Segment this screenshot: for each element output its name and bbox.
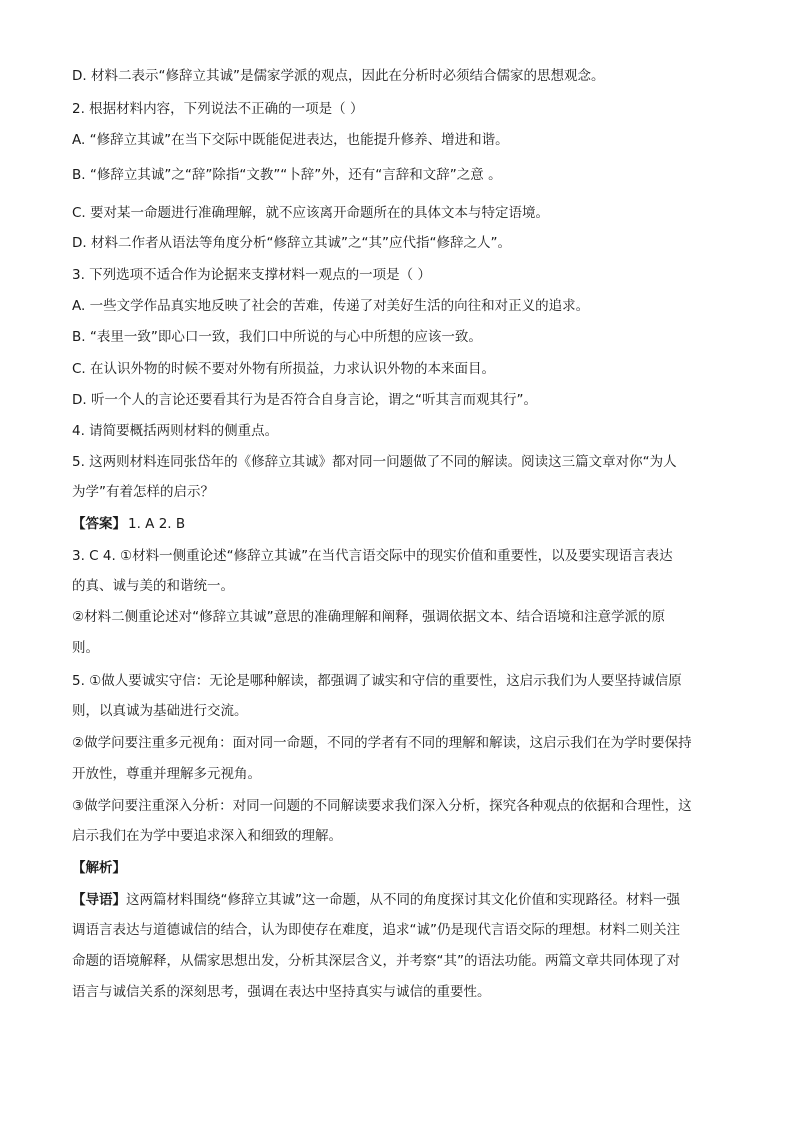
answer-line-4: 则。 — [72, 640, 99, 656]
option-b-question-2: B. “修辞立其诚”之“辞”除指“文教”“卜辞”外，还有“言辞和文辞”之意 。 — [72, 167, 502, 183]
answer-line-10: 启示我们在为学中要追求深入和细致的理解。 — [72, 828, 342, 844]
intro-line-2: 调语言表达与道德诚信的结合，认为即使存在难度，追求“诚”仍是现代言语交际的理想。材料二则关注 — [72, 922, 680, 938]
answer-line-8: 开放性，尊重并理解多元视角。 — [72, 766, 261, 782]
answer-line-7: ②做学问要注重多元视角：面对同一命题，不同的学者有不同的理解和解读，这启示我们在为学时要保持 — [72, 735, 692, 751]
option-d-question-1: D. 材料二表示“修辞立其诚”是儒家学派的观点，因此在分析时必须结合儒家的思想观念。 — [72, 68, 605, 84]
answer-line-6: 则，以真诚为基础进行交流。 — [72, 703, 248, 719]
question-2: 2. 根据材料内容，下列说法不正确的一项是（ ） — [72, 101, 364, 117]
option-c-question-2: C. 要对某一命题进行准确理解，就不应该离开命题所在的具体文本与特定语境。 — [72, 205, 550, 221]
option-a-question-2: A. “修辞立其诚”在当下交际中既能促进表达，也能提升修养、增进和谐。 — [72, 132, 509, 148]
intro-line-3: 命题的语境解释，从儒家思想出发，分析其深层含义，并考察“其”的语法功能。两篇文章共同体现了对 — [72, 953, 680, 969]
answer-line-1: 3. C 4. ①材料一侧重论述“修辞立其诚”在当代言语交际中的现实价值和重要性，以及要实现语言表达 — [72, 548, 673, 564]
answer-line-9: ③做学问要注重深入分析：对同一问题的不同解读要求我们深入分析，探究各种观点的依据和合理性，这 — [72, 798, 692, 814]
answer-line-2: 的真、诚与美的和谐统一。 — [72, 578, 234, 594]
option-d-question-2: D. 材料二作者从语法等角度分析“修辞立其诚”之“其”应代指“修辞之人”。 — [72, 235, 511, 251]
question-4: 4. 请简要概括两则材料的侧重点。 — [72, 423, 279, 439]
intro-line-4: 语言与诚信关系的深刻思考，强调在表达中坚持真实与诚信的重要性。 — [72, 984, 491, 1000]
answer-label: 【答案】 — [72, 516, 126, 532]
intro-line-1: 【导语】这两篇材料围绕“修辞立其诚”这一命题，从不同的角度探讨其文化价值和实现路径。材料一强 — [72, 892, 680, 908]
question-5-line-2: 为学”有着怎样的启示？ — [72, 484, 214, 500]
option-c-question-3: C. 在认识外物的时候不要对外物有所损益，力求认识外物的本来面目。 — [72, 361, 496, 377]
answer-line-5: 5. ①做人要诚实守信：无论是哪种解读，都强调了诚实和守信的重要性，这启示我们为人要坚持诚信原 — [72, 673, 682, 689]
analysis-label: 【解析】 — [72, 860, 126, 876]
option-b-question-3: B. “表里一致”即心口一致，我们口中所说的与心中所想的应该一致。 — [72, 329, 482, 345]
answer-heading: 【答案】 1. A 2. B — [72, 516, 186, 532]
intro-label: 【导语】 — [72, 892, 126, 908]
option-a-question-3: A. 一些文学作品真实地反映了社会的苦难，传递了对美好生活的向往和对正义的追求。 — [72, 298, 590, 314]
answer-line-3: ②材料二侧重论述对“修辞立其诚”意思的准确理解和阐释，强调依据文本、结合语境和注意学派的原 — [72, 609, 666, 625]
analysis-heading — [72, 858, 732, 878]
question-3: 3. 下列选项不适合作为论据来支撑材料一观点的一项是（ ） — [72, 267, 431, 283]
option-d-question-3: D. 听一个人的言论还要看其行为是否符合自身言论，谓之“听其言而观其行”。 — [72, 392, 537, 408]
question-5-line-1: 5. 这两则材料连同张岱年的《修辞立其诚》都对同一问题做了不同的解读。阅读这三篇文章对你“为人 — [72, 454, 677, 470]
